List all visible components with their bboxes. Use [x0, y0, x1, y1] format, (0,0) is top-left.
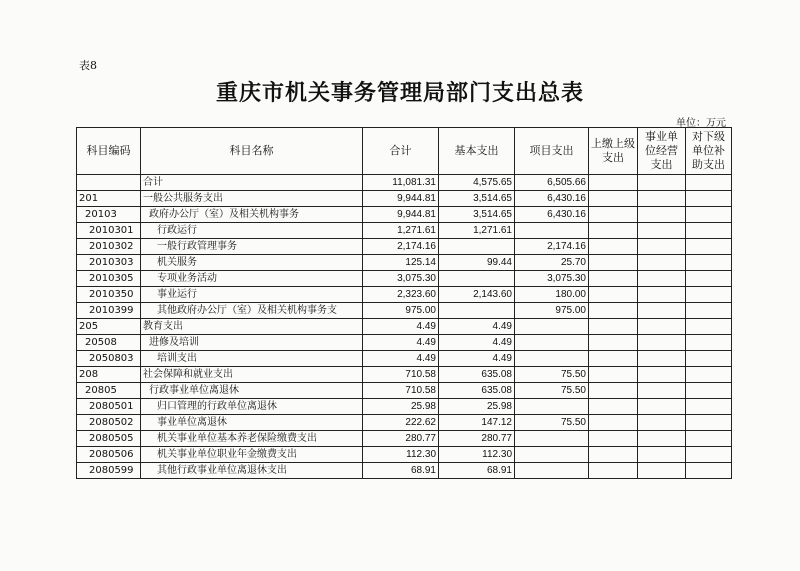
cell-project [515, 447, 589, 463]
table-row [77, 383, 732, 399]
cell-upper [589, 303, 638, 319]
cell-project: 6,430.16 [515, 191, 589, 207]
cell-upper [589, 255, 638, 271]
cell-name: 社会保障和就业支出 [141, 367, 363, 383]
cell-total: 9,944.81 [363, 207, 439, 223]
cell-total: 710.58 [363, 383, 439, 399]
table-row [77, 399, 732, 415]
cell-basic: 112.30 [439, 447, 515, 463]
cell-code: 2010399 [77, 303, 141, 319]
cell-project [515, 431, 589, 447]
cell-basic: 99.44 [439, 255, 515, 271]
cell-code [77, 175, 141, 191]
cell-business [638, 287, 686, 303]
cell-project: 3,075.30 [515, 271, 589, 287]
cell-business [638, 463, 686, 479]
table-row [77, 463, 732, 479]
cell-subsidy [686, 335, 732, 351]
cell-subsidy [686, 255, 732, 271]
cell-basic: 4.49 [439, 335, 515, 351]
cell-subsidy [686, 223, 732, 239]
cell-code: 208 [77, 367, 141, 383]
cell-code: 20508 [77, 335, 141, 351]
cell-upper [589, 271, 638, 287]
cell-project: 180.00 [515, 287, 589, 303]
table-row [77, 303, 732, 319]
cell-subsidy [686, 287, 732, 303]
cell-upper [589, 239, 638, 255]
cell-basic [439, 271, 515, 287]
cell-name: 一般公共服务支出 [141, 191, 363, 207]
cell-project [515, 223, 589, 239]
cell-code: 2010350 [77, 287, 141, 303]
table-row [77, 223, 732, 239]
cell-upper [589, 463, 638, 479]
cell-upper [589, 415, 638, 431]
cell-total: 11,081.31 [363, 175, 439, 191]
header-row [77, 128, 732, 175]
cell-subsidy [686, 351, 732, 367]
cell-name: 行政运行 [141, 223, 363, 239]
table-row [77, 255, 732, 271]
cell-upper [589, 431, 638, 447]
page-title: 重庆市机关事务管理局部门支出总表 [215, 80, 584, 106]
cell-name: 政府办公厅（室）及相关机构事务 [141, 207, 363, 223]
cell-name: 其他行政事业单位离退休支出 [141, 463, 363, 479]
cell-name: 培训支出 [141, 351, 363, 367]
cell-upper [589, 367, 638, 383]
cell-name: 一般行政管理事务 [141, 239, 363, 255]
cell-subsidy [686, 207, 732, 223]
cell-basic: 1,271.61 [439, 223, 515, 239]
table-row [77, 447, 732, 463]
cell-basic [439, 239, 515, 255]
table-row [77, 319, 732, 335]
table-row [77, 175, 732, 191]
col-header-code: 科目编码 [77, 128, 141, 175]
cell-upper [589, 207, 638, 223]
cell-name: 机关事业单位基本养老保险缴费支出 [141, 431, 363, 447]
cell-name: 行政事业单位离退休 [141, 383, 363, 399]
cell-subsidy [686, 191, 732, 207]
cell-upper [589, 287, 638, 303]
cell-business [638, 351, 686, 367]
cell-project [515, 399, 589, 415]
cell-code: 2010303 [77, 255, 141, 271]
cell-subsidy [686, 463, 732, 479]
col-header-total: 合计 [363, 128, 439, 175]
cell-total: 222.62 [363, 415, 439, 431]
cell-basic: 2,143.60 [439, 287, 515, 303]
cell-name: 进修及培训 [141, 335, 363, 351]
cell-subsidy [686, 175, 732, 191]
expenditure-table [76, 127, 732, 479]
cell-business [638, 207, 686, 223]
cell-project: 975.00 [515, 303, 589, 319]
cell-business [638, 431, 686, 447]
cell-business [638, 303, 686, 319]
cell-total: 1,271.61 [363, 223, 439, 239]
cell-total: 9,944.81 [363, 191, 439, 207]
col-header-business: 事业单位经营支出 [638, 128, 686, 175]
cell-total: 125.14 [363, 255, 439, 271]
table-row [77, 351, 732, 367]
cell-business [638, 335, 686, 351]
cell-total: 2,174.16 [363, 239, 439, 255]
cell-code: 201 [77, 191, 141, 207]
cell-code: 2080505 [77, 431, 141, 447]
cell-business [638, 175, 686, 191]
cell-basic: 68.91 [439, 463, 515, 479]
cell-code: 2080599 [77, 463, 141, 479]
cell-business [638, 191, 686, 207]
cell-upper [589, 351, 638, 367]
cell-total: 4.49 [363, 335, 439, 351]
cell-business [638, 415, 686, 431]
cell-upper [589, 447, 638, 463]
cell-upper [589, 223, 638, 239]
cell-code: 205 [77, 319, 141, 335]
cell-total: 4.49 [363, 351, 439, 367]
cell-business [638, 255, 686, 271]
cell-upper [589, 319, 638, 335]
cell-basic [439, 303, 515, 319]
cell-subsidy [686, 447, 732, 463]
cell-subsidy [686, 399, 732, 415]
cell-basic: 4.49 [439, 351, 515, 367]
cell-name: 事业单位离退休 [141, 415, 363, 431]
cell-project: 2,174.16 [515, 239, 589, 255]
col-header-basic: 基本支出 [439, 128, 515, 175]
col-header-project: 项目支出 [515, 128, 589, 175]
cell-code: 2080501 [77, 399, 141, 415]
cell-basic: 4,575.65 [439, 175, 515, 191]
cell-total: 280.77 [363, 431, 439, 447]
cell-code: 20103 [77, 207, 141, 223]
table-row [77, 287, 732, 303]
cell-basic: 147.12 [439, 415, 515, 431]
cell-upper [589, 383, 638, 399]
unit-label: 单位：万元 [676, 118, 726, 129]
table-row [77, 431, 732, 447]
cell-code: 2010302 [77, 239, 141, 255]
table-row [77, 367, 732, 383]
cell-subsidy [686, 303, 732, 319]
cell-total: 68.91 [363, 463, 439, 479]
cell-total: 3,075.30 [363, 271, 439, 287]
cell-business [638, 239, 686, 255]
cell-upper [589, 191, 638, 207]
cell-basic: 635.08 [439, 383, 515, 399]
cell-total: 975.00 [363, 303, 439, 319]
cell-name: 机关服务 [141, 255, 363, 271]
cell-name: 归口管理的行政单位离退休 [141, 399, 363, 415]
cell-basic: 3,514.65 [439, 207, 515, 223]
cell-business [638, 367, 686, 383]
cell-name: 教育支出 [141, 319, 363, 335]
cell-subsidy [686, 431, 732, 447]
cell-subsidy [686, 415, 732, 431]
cell-code: 2010305 [77, 271, 141, 287]
cell-upper [589, 399, 638, 415]
cell-basic: 4.49 [439, 319, 515, 335]
col-header-subsidy: 对下级单位补助支出 [686, 128, 732, 175]
table-row [77, 415, 732, 431]
cell-total: 112.30 [363, 447, 439, 463]
cell-total: 25.98 [363, 399, 439, 415]
table-number: 表8 [79, 59, 97, 72]
cell-business [638, 319, 686, 335]
cell-code: 2010301 [77, 223, 141, 239]
cell-name: 专项业务活动 [141, 271, 363, 287]
cell-name: 机关事业单位职业年金缴费支出 [141, 447, 363, 463]
cell-subsidy [686, 239, 732, 255]
cell-subsidy [686, 271, 732, 287]
cell-basic: 3,514.65 [439, 191, 515, 207]
cell-project: 75.50 [515, 367, 589, 383]
cell-name: 其他政府办公厅（室）及相关机构事务支 [141, 303, 363, 319]
cell-total: 710.58 [363, 367, 439, 383]
cell-project [515, 335, 589, 351]
cell-name: 事业运行 [141, 287, 363, 303]
col-header-upper: 上缴上级支出 [589, 128, 638, 175]
cell-code: 2050803 [77, 351, 141, 367]
table-row [77, 239, 732, 255]
cell-project: 6,505.66 [515, 175, 589, 191]
cell-business [638, 271, 686, 287]
table-row [77, 271, 732, 287]
cell-code: 2080502 [77, 415, 141, 431]
cell-subsidy [686, 319, 732, 335]
cell-project [515, 351, 589, 367]
cell-code: 20805 [77, 383, 141, 399]
cell-project: 25.70 [515, 255, 589, 271]
cell-project [515, 319, 589, 335]
cell-business [638, 223, 686, 239]
cell-upper [589, 335, 638, 351]
col-header-name: 科目名称 [141, 128, 363, 175]
cell-business [638, 447, 686, 463]
cell-basic: 280.77 [439, 431, 515, 447]
cell-project: 6,430.16 [515, 207, 589, 223]
cell-subsidy [686, 383, 732, 399]
cell-code: 2080506 [77, 447, 141, 463]
cell-total: 2,323.60 [363, 287, 439, 303]
cell-business [638, 383, 686, 399]
cell-basic: 635.08 [439, 367, 515, 383]
cell-name: 合计 [141, 175, 363, 191]
cell-project: 75.50 [515, 383, 589, 399]
cell-project: 75.50 [515, 415, 589, 431]
table-row [77, 191, 732, 207]
cell-total: 4.49 [363, 319, 439, 335]
cell-upper [589, 175, 638, 191]
cell-basic: 25.98 [439, 399, 515, 415]
cell-project [515, 463, 589, 479]
cell-business [638, 399, 686, 415]
table-row [77, 207, 732, 223]
table-row [77, 335, 732, 351]
cell-subsidy [686, 367, 732, 383]
